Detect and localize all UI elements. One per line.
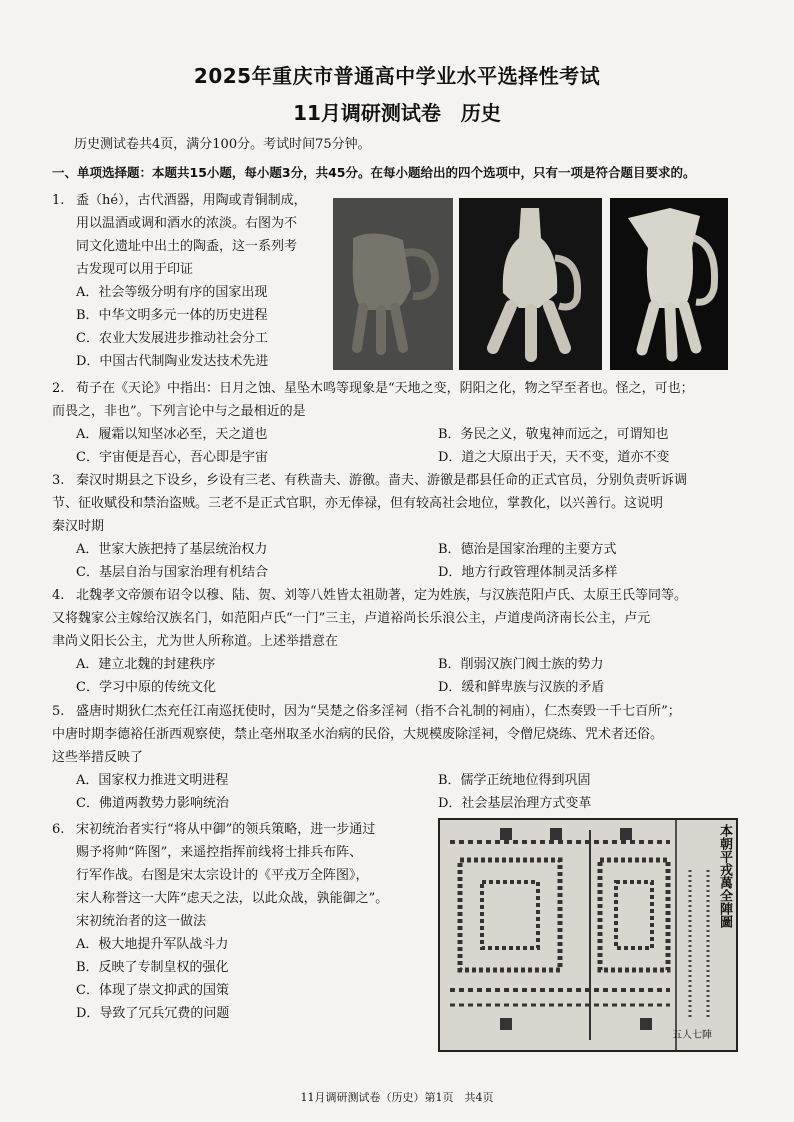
stem-line: 这些举措反映了 [52,750,144,765]
stem-line: 古发现可以用于印证 [76,262,194,277]
option[interactable]: C．体现了崇文抑武的国策 [76,983,229,998]
question-number: 4. [52,588,65,603]
paper-subtitle: 11月调研测试卷 历史 [293,101,501,125]
exam-info: 历史测试卷共4页，满分100分。考试时间75分钟。 [74,137,371,152]
pottery-photo-1 [333,198,453,370]
option[interactable]: C．基层自治与国家治理有机结合 [76,565,268,580]
paper-title: 2025年重庆市普通高中学业水平选择性考试 [193,64,601,88]
option[interactable]: B．务民之义，敬鬼神而远之，可谓知也 [438,427,669,442]
stem-line: 荀子在《天论》中指出：日月之蚀、星坠木鸣等现象是“天地之变，阴阳之化，物之罕至者也。怪之，可也； [76,381,694,396]
stem-line: 北魏孝文帝颁布诏令以穆、陆、贺、刘等八姓皆太祖勋著，定为姓族，与汉族范阳卢氏、太原王氏等同等。 [76,588,688,603]
option[interactable]: A．极大地提升军队战斗力 [76,937,229,952]
option[interactable]: D．社会基层治理方式变革 [438,796,592,811]
pottery-photo-2 [459,198,602,370]
option[interactable]: B．德治是国家治理的主要方式 [438,542,617,557]
pottery-gui-image [459,198,602,370]
battle-formation-figure [438,818,738,1052]
option[interactable]: B．反映了专制皇权的强化 [76,960,229,975]
option[interactable]: C．宇宙便是吾心，吾心即是宇宙 [76,450,268,465]
figure-side-title: 本朝平戎萬全陣圖 [717,824,732,928]
question-1-stem [76,189,307,373]
option[interactable]: B．削弱汉族门阀士族的势力 [438,657,604,672]
option[interactable]: D．缓和鲜卑族与汉族的矛盾 [438,680,605,695]
option[interactable]: D．地方行政管理体制灵活多样 [438,565,618,580]
formation-diagram [440,820,736,1050]
question-number: 6. [52,822,65,837]
stem-line: 赐予将帅“阵图”，来遥控指挥前线将士排兵布阵、 [76,845,363,860]
page-footer: 11月调研测试卷（历史）第1页 共4页 [300,1091,494,1104]
option[interactable]: A．社会等级分明有序的国家出现 [76,285,268,300]
question-number: 1. [52,193,65,208]
option[interactable]: D．道之大原出于天，天不变，道亦不变 [438,450,670,465]
option[interactable]: A．履霜以知坚冰必至，天之道也 [76,427,268,442]
stem-line: 盛唐时期狄仁杰充任江南巡抚使时，因为“吴楚之俗多淫祠（指不合礼制的祠庙），仁杰奏毁一千七百所”； [76,704,681,719]
option[interactable]: B．儒学正统地位得到巩固 [438,773,591,788]
stem-line: 行军作战。右图是宋太宗设计的《平戎万全阵图》， [76,868,369,883]
stem-line: 中唐时期李德裕任浙西观察使，禁止亳州取圣水治病的民俗，大规模废除淫祠，令僧尼烧练、咒术者还俗。 [52,727,664,742]
stem-line: 宋人称誉这一大阵“虑天之法，以此众战，孰能御之”。 [76,891,389,906]
pottery-he-image [333,198,453,370]
stem-line: 而畏之，非也”。下列言论中与之最相近的是 [52,404,306,419]
figure-bottom-label: 五人七陣 [672,1030,712,1041]
option[interactable]: D．导致了冗兵冗费的问题 [76,1006,230,1021]
stem-line: 盉（hé），古代酒器，用陶或青铜制成， [76,193,307,208]
option[interactable]: B．中华文明多元一体的历史进程 [76,308,268,323]
question-number: 3. [52,473,65,488]
stem-line: 宋初统治者的这一做法 [76,914,207,929]
stem-line: 节、征收赋役和禁治盗贼。三老不是正式官职，亦无俸禄，但有较高社会地位，掌教化，以兴善行。这说明 [52,496,664,511]
stem-line: 聿尚义阳长公主，尤为世人所称道。上述举措意在 [52,634,339,649]
stem-line: 宋初统治者实行“将从中御”的领兵策略，进一步通过 [76,822,376,837]
option[interactable]: A．建立北魏的封建秩序 [76,657,216,672]
stem-line: 用以温酒或调和酒水的浓淡。右图为不 [76,216,298,231]
pottery-jue-image [610,198,728,370]
stem-line: 秦汉时期县之下设乡，乡设有三老、有秩啬夫、游徼。啬夫、游徼是郡县任命的正式官员，分别负责听诉调 [76,473,688,488]
option[interactable]: C．学习中原的传统文化 [76,680,216,695]
stem-line: 又将魏家公主嫁给汉族名门，如范阳卢氏“一门”三主，卢道裕尚长乐浪公主，卢道虔尚济南长公主，卢元 [52,611,651,626]
pottery-photo-3 [610,198,728,370]
option[interactable]: A．国家权力推进文明进程 [76,773,229,788]
stem-line: 同文化遗址中出土的陶盉，这一系列考 [76,239,298,254]
question-6-stem [76,818,388,1025]
question-2-stem [76,377,694,400]
section-heading: 一、单项选择题：本题共15小题，每小题3分，共45分。在每小题给出的四个选项中，只有一项是符合题目要求的。 [52,165,696,180]
stem-line: 秦汉时期 [52,519,105,534]
option[interactable]: C．农业大发展进步推动社会分工 [76,331,268,346]
question-number: 5. [52,704,65,719]
question-number: 2. [52,381,65,396]
option[interactable]: D．中国古代制陶业发达技术先进 [76,354,269,369]
option[interactable]: A．世家大族把持了基层统治权力 [76,542,268,557]
option[interactable]: C．佛道两教势力影响统治 [76,796,229,811]
